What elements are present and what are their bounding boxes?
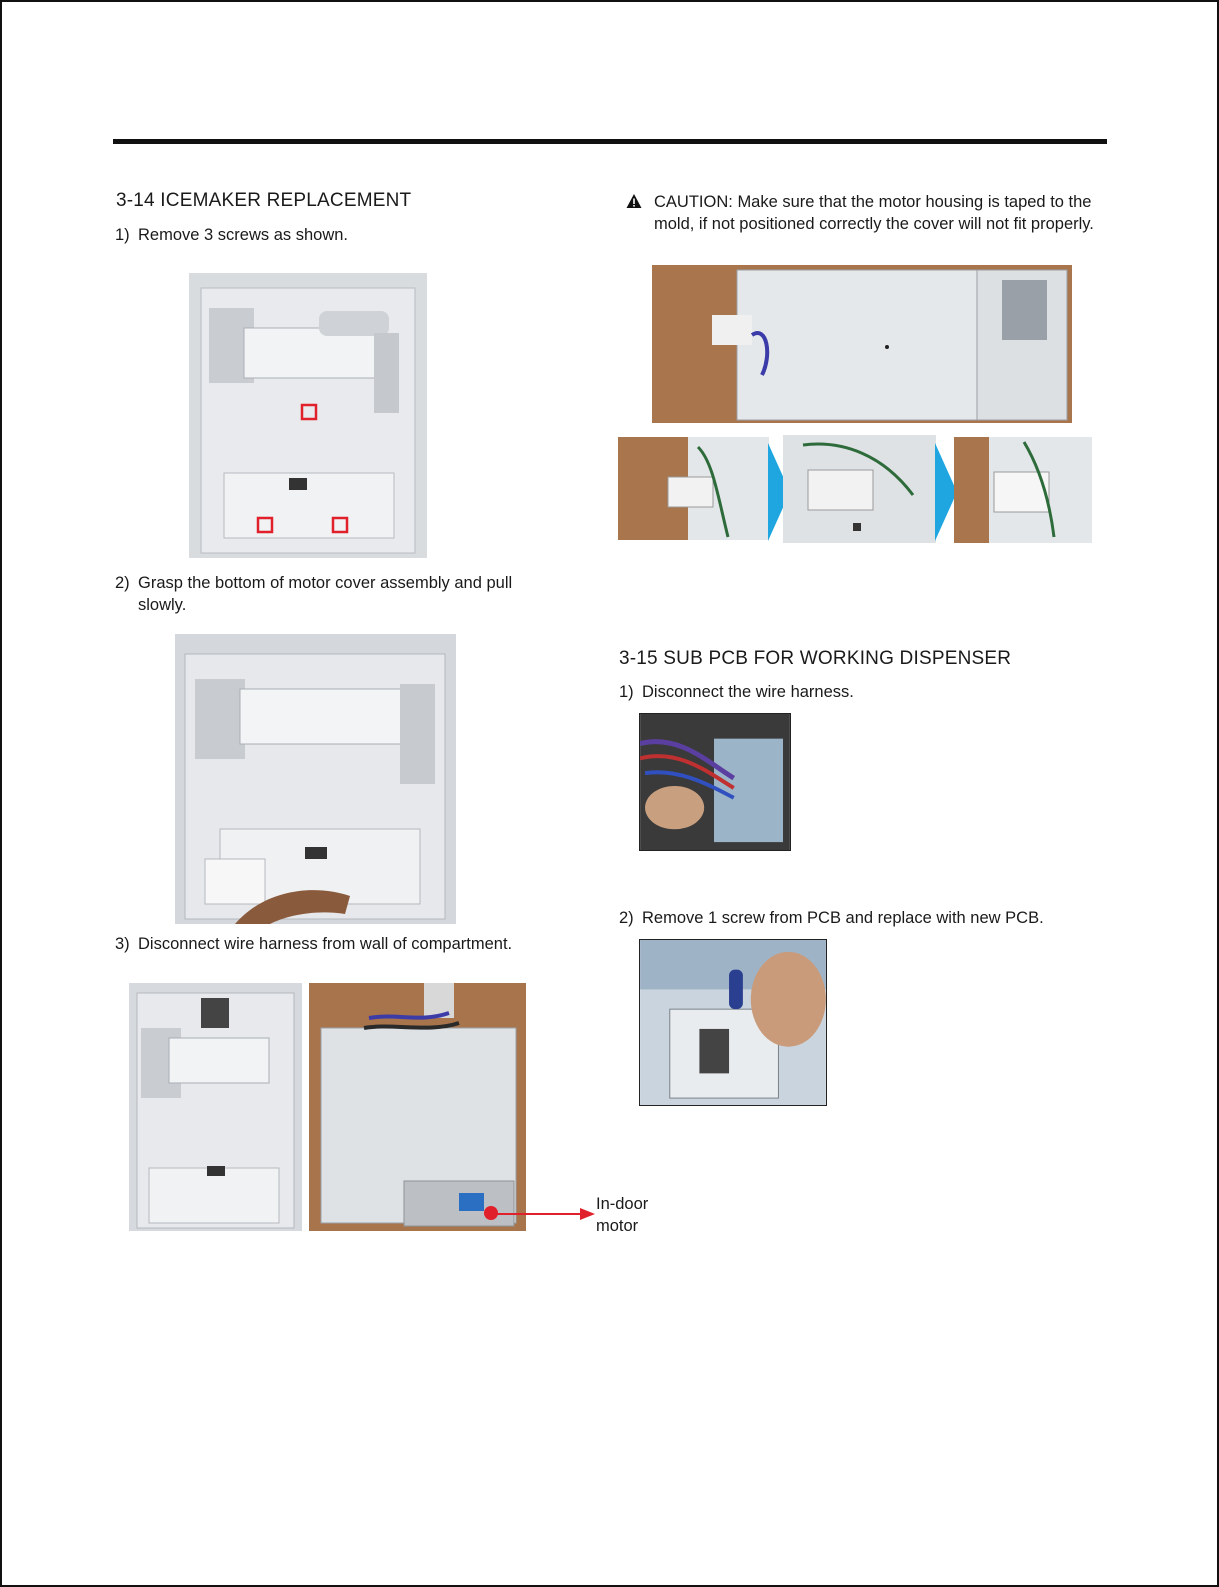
callout-arrow (480, 1200, 600, 1230)
header-rule (113, 139, 1107, 144)
step-text: Remove 1 screw from PCB and replace with new PCB. (642, 909, 1044, 927)
step-text: Grasp the bottom of motor cover assembly and pull slowly. (138, 574, 513, 614)
step-text: Disconnect wire harness from wall of compartment. (138, 935, 513, 953)
photo-motor-cover-pull (175, 634, 456, 924)
step-text: Remove 3 screws as shown. (138, 226, 348, 244)
photo-motor-housing-taped (652, 265, 1072, 423)
caution-text: Make sure that the motor housing is taped to the mold, if not positioned correctly the cover will not fit properly. (654, 193, 1094, 233)
photo-icemaker-screws (189, 273, 427, 558)
photo-compartment-wall (129, 983, 302, 1231)
photo-pcb-screw (639, 939, 827, 1106)
step-text: Disconnect the wire harness. (642, 683, 854, 701)
section-title-icemaker: 3-14 ICEMAKER REPLACEMENT (116, 190, 412, 211)
photo-tape-step-1 (618, 437, 769, 540)
in-door-motor-label: In-door motor (596, 1195, 649, 1235)
section-title-sub-pcb: 3-15 SUB PCB FOR WORKING DISPENSER (619, 648, 1012, 669)
photo-tape-step-3 (954, 437, 1092, 543)
step-number: 1) (115, 226, 130, 244)
warning-icon (626, 193, 642, 209)
step-number: 2) (115, 574, 130, 592)
photo-motor-housing (309, 983, 526, 1231)
caution-label: CAUTION: (654, 193, 733, 211)
photo-wire-harness (639, 713, 791, 851)
step-number: 3) (115, 935, 130, 953)
step-number: 2) (619, 909, 634, 927)
step-number: 1) (619, 683, 634, 701)
photo-tape-step-2 (783, 435, 936, 543)
